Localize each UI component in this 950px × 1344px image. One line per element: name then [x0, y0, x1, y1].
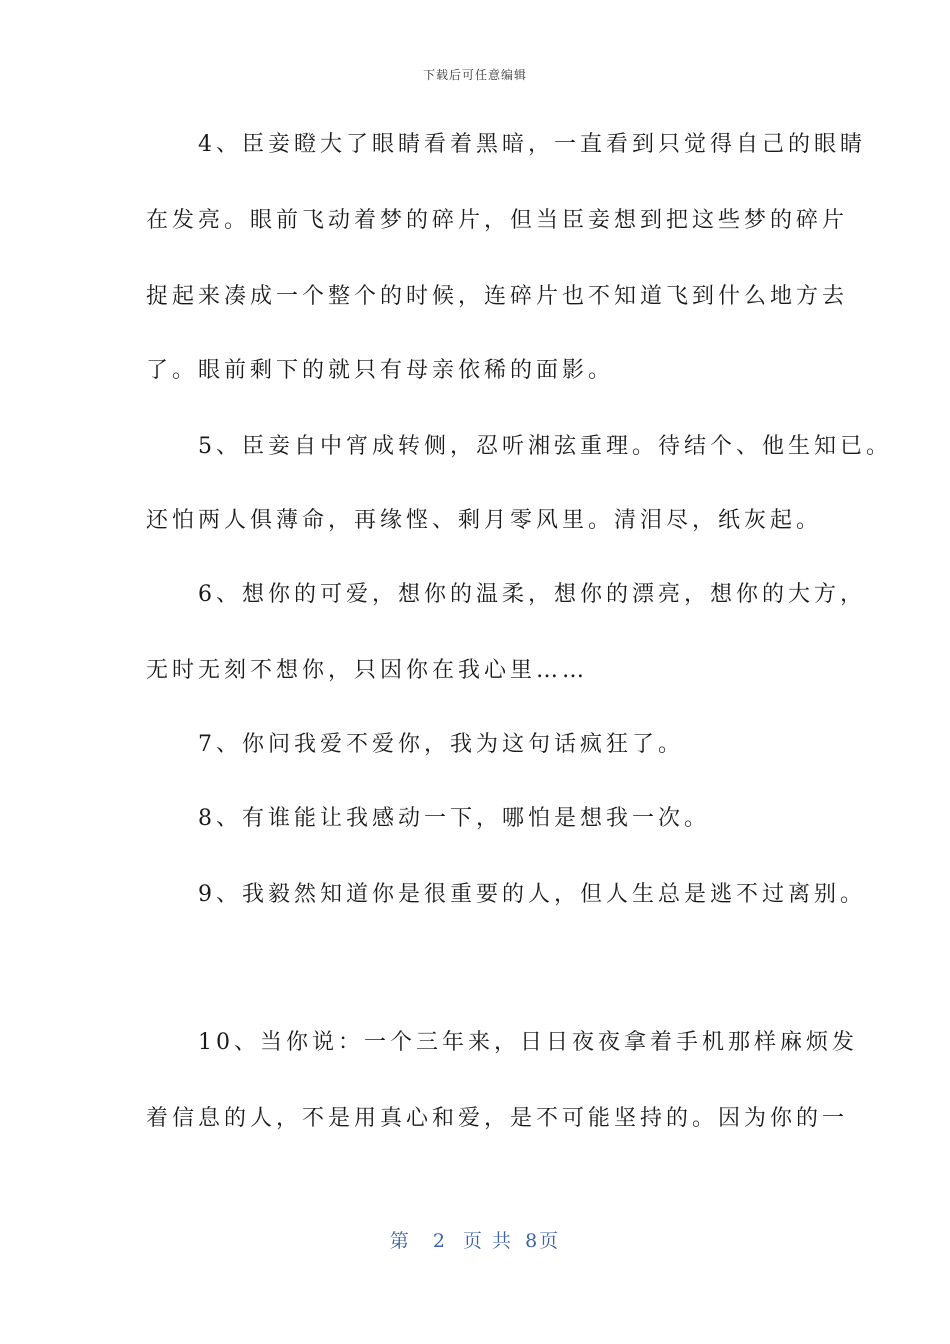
paragraph-line: 着信息的人，不是用真心和爱，是不可能坚持的。因为你的一 [146, 1106, 849, 1131]
paragraph-line: 6、想你的可爱，想你的温柔，想你的漂亮，想你的大方， [146, 582, 866, 607]
footer-current-page: 2 [432, 1230, 447, 1252]
page-header: 下载后可任意编辑 [422, 68, 527, 82]
paragraph-line: 无时无刻不想你，只因你在我心里…… [146, 658, 589, 683]
footer-middle: 页 共 [463, 1230, 514, 1252]
paragraph-line: 捉起来凑成一个整个的时候，连碎片也不知道飞到什么地方去 [146, 284, 849, 309]
paragraph-line: 在发亮。眼前飞动着梦的碎片，但当臣妾想到把这些梦的碎片 [146, 208, 849, 233]
paragraph-line: 还怕两人俱薄命，再缘悭、剩月零风里。清泪尽，纸灰起。 [146, 508, 823, 533]
paragraph-line: 了。眼前剩下的就只有母亲依稀的面影。 [146, 358, 615, 383]
paragraph-line: 8、有谁能让我感动一下，哪怕是想我一次。 [146, 806, 710, 831]
paragraph-line: 10、当你说：一个三年来，日日夜夜拿着手机那样麻烦发 [146, 1030, 858, 1055]
page-footer [0, 1226, 950, 1253]
paragraph-line: 9、我毅然知道你是很重要的人，但人生总是逃不过离别。 [146, 882, 866, 907]
paragraph-line: 5、臣妾自中宵成转侧，忍听湘弦重理。待结个、他生知已。 [146, 434, 892, 459]
paragraph-line: 7、你问我爱不爱你，我为这句话疯狂了。 [146, 732, 684, 757]
footer-total-pages: 8页 [525, 1230, 561, 1252]
footer-prefix: 第 [389, 1230, 411, 1252]
paragraph-line: 4、臣妾瞪大了眼睛看着黑暗，一直看到只觉得自己的眼睛 [146, 132, 866, 157]
